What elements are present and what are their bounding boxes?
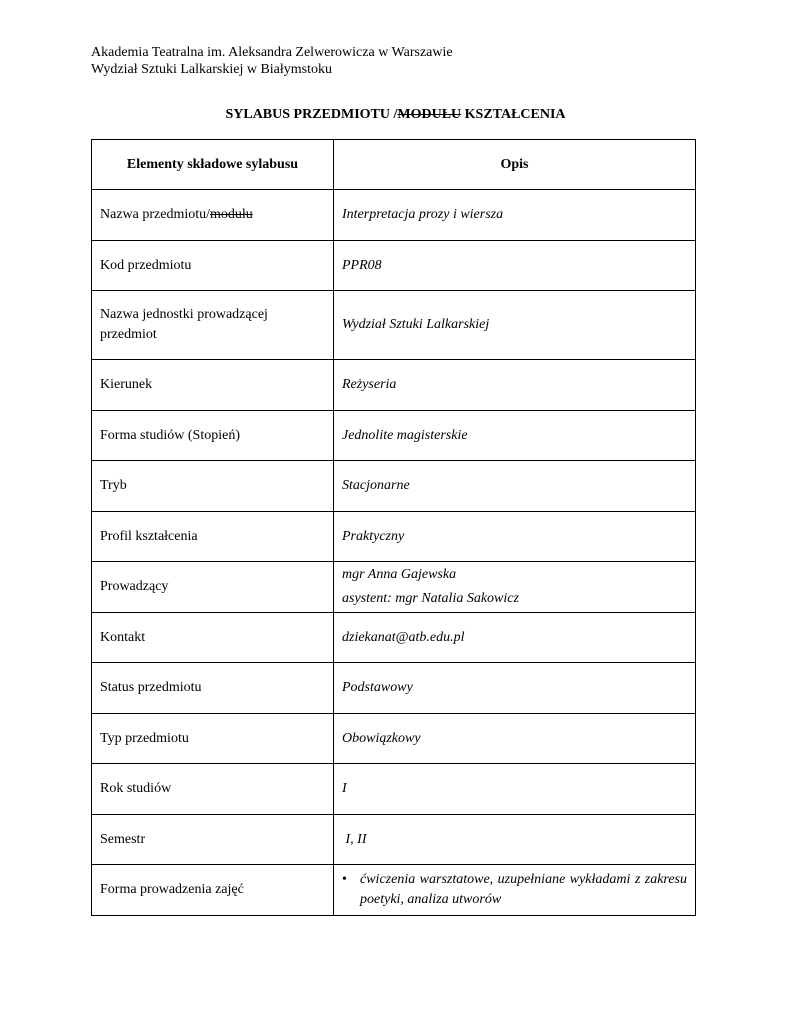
table-row [92, 190, 696, 241]
row-label: Kierunek [92, 360, 334, 411]
row-value: Wydział Sztuki Lalkarskiej [334, 291, 696, 360]
assistant-name: asystent: mgr Natalia Sakowicz [342, 591, 519, 606]
row-label: Kod przedmiotu [92, 241, 334, 291]
row-value [334, 562, 696, 613]
table-row [92, 815, 696, 865]
document-header [91, 44, 453, 78]
row-label: Nazwa przedmiotu/modułu [92, 190, 334, 241]
table-row [92, 512, 696, 562]
table-row [92, 241, 696, 291]
table-header-row [92, 140, 696, 190]
table-row [92, 360, 696, 411]
row-value [334, 865, 696, 916]
document-title [0, 107, 791, 123]
table-row [92, 411, 696, 461]
table-row [92, 865, 696, 916]
table-row [92, 562, 696, 613]
row-value: Praktyczny [334, 512, 696, 562]
row-label: Tryb [92, 461, 334, 512]
faculty-name: Wydział Sztuki Lalkarskiej w Białymstoku [91, 62, 333, 77]
table-row [92, 613, 696, 663]
row-value: I [334, 764, 696, 815]
institution-name: Akademia Teatralna im. Aleksandra Zelwerowicza w Warszawie [91, 45, 453, 60]
label-struck: modułu [210, 207, 253, 222]
syllabus-table [91, 139, 696, 916]
row-label: Rok studiów [92, 764, 334, 815]
bullet-item [342, 870, 687, 910]
row-value: Obowiązkowy [334, 714, 696, 764]
row-value: I, II [334, 815, 696, 865]
row-label: Status przedmiotu [92, 663, 334, 714]
row-label: Semestr [92, 815, 334, 865]
table-row [92, 461, 696, 512]
row-label: Typ przedmiotu [92, 714, 334, 764]
table-row [92, 663, 696, 714]
table-row [92, 714, 696, 764]
instructor-name: mgr Anna Gajewska [342, 567, 457, 582]
row-value: PPR08 [334, 241, 696, 291]
row-value: Interpretacja prozy i wiersza [334, 190, 696, 241]
row-value: Jednolite magisterskie [334, 411, 696, 461]
table-row [92, 291, 696, 360]
row-label: Profil kształcenia [92, 512, 334, 562]
row-value: Stacjonarne [334, 461, 696, 512]
row-value: Reżyseria [334, 360, 696, 411]
row-label: Forma prowadzenia zajęć [92, 865, 334, 916]
row-label: Forma studiów (Stopień) [92, 411, 334, 461]
title-struck: MODUŁU [397, 107, 462, 122]
row-label: Kontakt [92, 613, 334, 663]
column-header-elements: Elementy składowe sylabusu [92, 140, 334, 190]
column-header-description: Opis [334, 140, 696, 190]
title-part2: KSZTAŁCENIA [461, 107, 566, 122]
bullet-icon: • [342, 872, 347, 887]
title-part1: SYLABUS PRZEDMIOTU / [225, 107, 398, 122]
row-value: Podstawowy [334, 663, 696, 714]
row-label: Nazwa jednostki prowadzącej przedmiot [92, 291, 334, 360]
bullet-text: ćwiczenia warsztatowe, uzupełniane wykładami z zakresu poetyki, analiza utworów [360, 872, 687, 907]
table-row [92, 764, 696, 815]
row-label: Prowadzący [92, 562, 334, 613]
contact-email: dziekanat@atb.edu.pl [334, 613, 696, 663]
